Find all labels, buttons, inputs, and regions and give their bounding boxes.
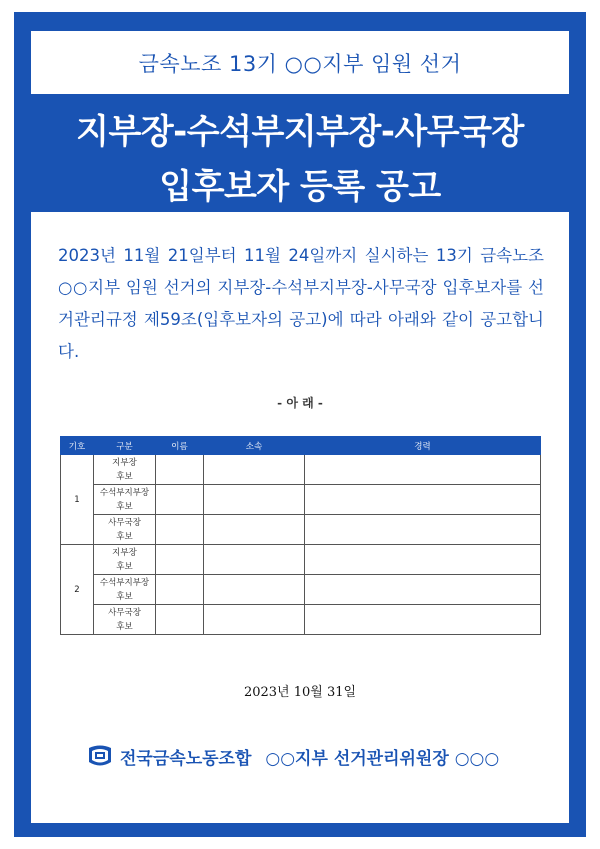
affiliation-cell [204,455,305,485]
union-logo-icon [86,742,114,770]
headline-line1: 지부장-수석부지부장-사무국장 [76,112,524,152]
affiliation-cell [204,605,305,635]
career-cell [305,455,541,485]
election-title: 금속노조 13기 ○○지부 임원 선거 [138,51,462,76]
candidate-number: 1 [61,455,94,545]
affiliation-cell [204,485,305,515]
career-cell [305,545,541,575]
table-header-row [61,437,541,455]
issuer: ○○지부 선거관리위원장 ○○○ [265,748,500,769]
name-cell [156,515,204,545]
union-name: 전국금속노동조합 [120,748,252,769]
table-row [61,515,541,545]
role-cell: 수석부지부장 후보 [94,575,156,605]
name-cell [156,485,204,515]
name-cell [156,455,204,485]
affiliation-cell [204,545,305,575]
role-cell: 지부장 후보 [94,545,156,575]
career-cell [305,515,541,545]
header-career: 경력 [305,437,541,455]
career-cell [305,485,541,515]
table-row [61,545,541,575]
headline-line2: 입후보자 등록 공고 [159,167,441,207]
header-affiliation: 소속 [204,437,305,455]
notice-date: 2023년 10월 31일 [243,685,357,700]
affiliation-cell [204,515,305,545]
signature-line [86,742,499,770]
career-cell [305,575,541,605]
candidate-table [60,436,541,635]
role-cell: 사무국장 후보 [94,605,156,635]
table-row [61,605,541,635]
career-cell [305,605,541,635]
header-category: 구분 [94,437,156,455]
candidate-number: 2 [61,545,94,635]
name-cell [156,605,204,635]
role-cell: 수석부지부장 후보 [94,485,156,515]
below-label: - 아 래 - [277,396,323,410]
name-cell [156,545,204,575]
table-row [61,485,541,515]
table-row [61,575,541,605]
header-number: 기호 [61,437,94,455]
role-cell: 사무국장 후보 [94,515,156,545]
notice-body: 2023년 11월 21일부터 11월 24일까지 실시하는 13기 금속노조 ○○지부 임원 선거의 지부장-수석부지부장-사무국장 입후보자를 선거관리규정 제59조(입후보자의 공고)에 따라 아래와 같이 공고합니다. [58,246,544,361]
role-cell: 지부장 후보 [94,455,156,485]
name-cell [156,575,204,605]
election-title-box [31,31,569,94]
header-name: 이름 [156,437,204,455]
affiliation-cell [204,575,305,605]
table-row [61,455,541,485]
